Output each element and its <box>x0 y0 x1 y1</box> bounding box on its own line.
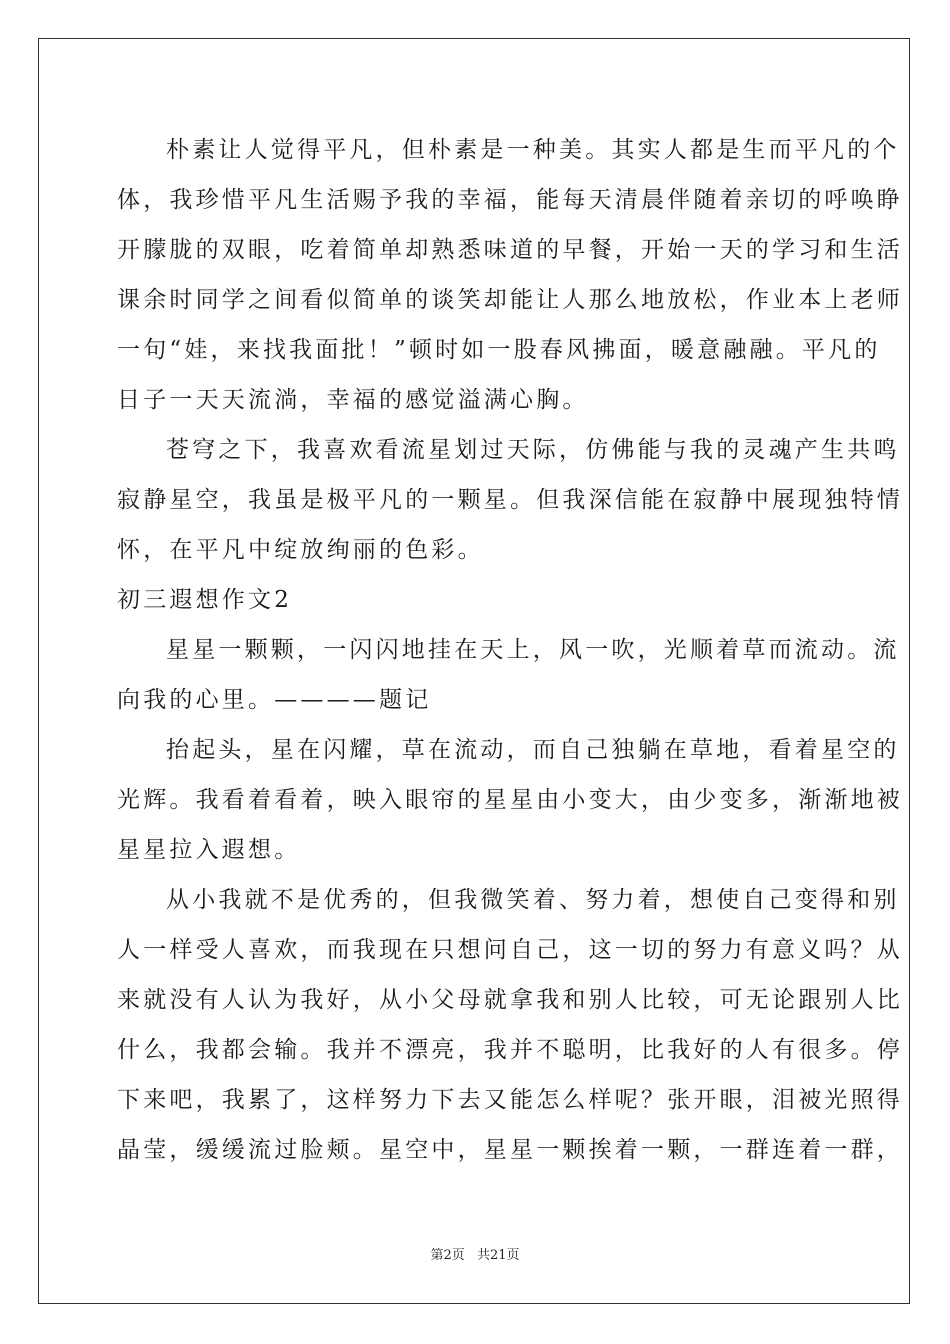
text-line: 人一样受人喜欢，而我现在只想问自己，这一切的努力有意义吗？从 <box>117 937 903 963</box>
text-line: 星星拉入遐想。 <box>117 837 301 863</box>
text-line: 体，我珍惜平凡生活赐予我的幸福，能每天清晨伴随着亲切的呼唤睁 <box>117 187 903 213</box>
text-line: 日子一天天流淌，幸福的感觉溢满心胸。 <box>117 387 589 413</box>
text-line: 晶莹，缓缓流过脸颊。星空中，星星一颗挨着一颗，一群连着一群， <box>117 1137 903 1163</box>
text-line: 开朦胧的双眼，吃着简单却熟悉味道的早餐，开始一天的学习和生活 <box>117 237 903 263</box>
section-heading: 初三遐想作文2 <box>117 587 293 613</box>
text-line: 什么，我都会输。我并不漂亮，我并不聪明，比我好的人有很多。停 <box>117 1037 903 1063</box>
page-total: 共21页 <box>476 1248 520 1263</box>
page-number: 第2页 <box>430 1248 465 1263</box>
text-line: 向我的心里。————题记 <box>117 687 432 713</box>
text-line: 寂静星空，我虽是极平凡的一颗星。但我深信能在寂静中展现独特情 <box>117 487 903 513</box>
text-line: 抬起头，星在闪耀，草在流动，而自己独躺在草地，看着星空的 <box>166 737 900 763</box>
text-line: 课余时同学之间看似简单的谈笑却能让人那么地放松，作业本上老师 <box>117 287 903 313</box>
text-line: 光辉。我看着看着，映入眼帘的星星由小变大，由少变多，渐渐地被 <box>117 787 903 813</box>
text-line: 星星一颗颗，一闪闪地挂在天上，风一吹，光顺着草而流动。流 <box>166 637 900 663</box>
text-line: 一句“娃，来找我面批！”顿时如一股春风拂面，暖意融融。平凡的 <box>117 337 881 363</box>
page-footer <box>0 1247 950 1265</box>
text-line: 苍穹之下，我喜欢看流星划过天际，仿佛能与我的灵魂产生共鸣 <box>166 437 900 463</box>
text-line: 从小我就不是优秀的，但我微笑着、努力着，想使自己变得和别 <box>166 887 900 913</box>
text-line: 来就没有人认为我好，从小父母就拿我和别人比较，可无论跟别人比 <box>117 987 903 1013</box>
text-line: 怀，在平凡中绽放绚丽的色彩。 <box>117 537 484 563</box>
text-line: 朴素让人觉得平凡，但朴素是一种美。其实人都是生而平凡的个 <box>166 137 900 163</box>
text-line: 下来吧，我累了，这样努力下去又能怎么样呢？张开眼，泪被光照得 <box>117 1087 903 1113</box>
